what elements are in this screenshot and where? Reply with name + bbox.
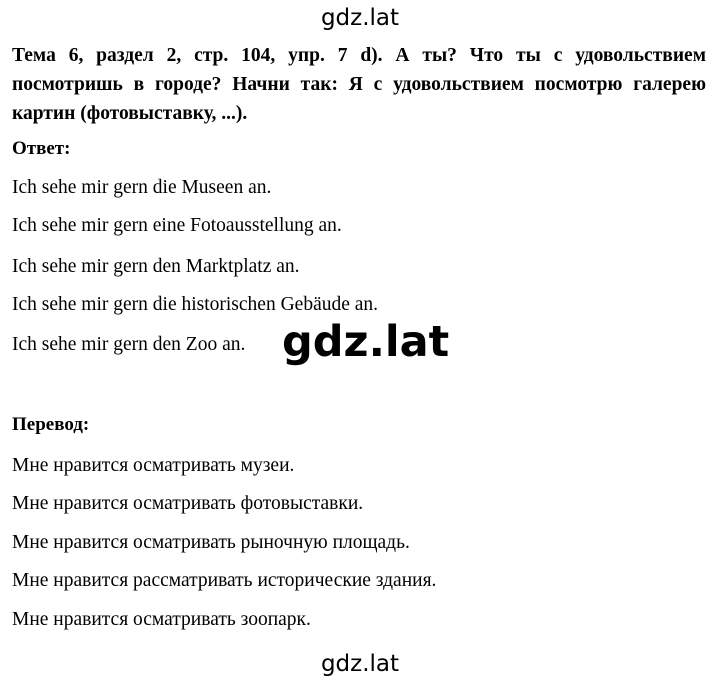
answer-line: Ich sehe mir gern die historischen Gebäude an. xyxy=(12,294,379,315)
translation-line: Мне нравится осматривать фотовыставки. xyxy=(12,493,364,514)
translation-line: Мне нравится осматривать рыночную площадь. xyxy=(12,532,410,553)
header-watermark: gdz.lat xyxy=(320,5,400,31)
translation-line: Мне нравится осматривать музеи. xyxy=(12,455,295,476)
answer-line: Ich sehe mir gern den Zoo an. xyxy=(12,334,246,355)
answer-line: Ich sehe mir gern die Museen an. xyxy=(12,177,272,198)
overlay-watermark: gdz.lat xyxy=(276,316,455,368)
answer-line: Ich sehe mir gern eine Fotoausstellung an. xyxy=(12,215,342,236)
footer-watermark: gdz.lat xyxy=(320,651,400,677)
answer-label: Ответ: xyxy=(12,138,71,159)
translation-line: Мне нравится рассматривать исторические здания. xyxy=(12,570,437,591)
task-statement: Тема 6, раздел 2, стр. 104, упр. 7 d). А ты? Что ты с удовольствием посмотришь в городе? Начни так: Я с удовольствием посмотрю галерею картин (фотовыставку, ...). xyxy=(12,45,706,124)
translation-line: Мне нравится осматривать зоопарк. xyxy=(12,609,311,630)
translation-label: Перевод: xyxy=(12,414,90,435)
answer-line: Ich sehe mir gern den Marktplatz an. xyxy=(12,256,300,277)
